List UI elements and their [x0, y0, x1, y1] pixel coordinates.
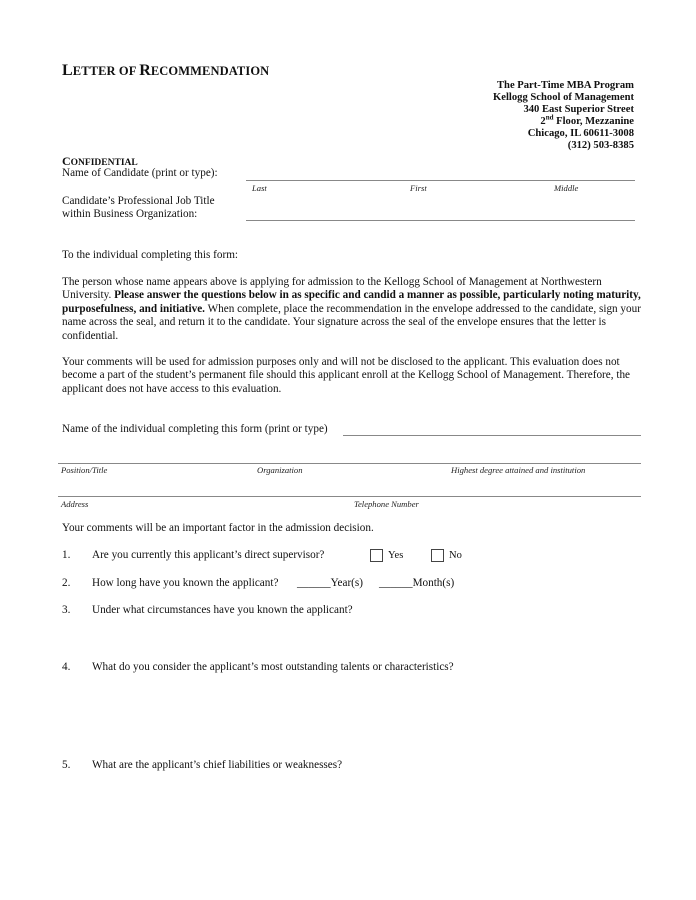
- position-org-degree-field[interactable]: [58, 463, 641, 464]
- street-address: 340 East Superior Street: [523, 104, 634, 116]
- question-1-text: Are you currently this applicant’s direct supervisor?: [92, 549, 325, 561]
- caption-position-title: Position/Title: [61, 465, 108, 475]
- job-title-field[interactable]: [246, 220, 635, 221]
- question-3-number: 3.: [62, 604, 71, 616]
- yes-label: Yes: [388, 550, 404, 561]
- program-name: The Part-Time MBA Program: [496, 80, 634, 91]
- recommender-name-label: Name of the individual completing this form (print or type): [62, 423, 328, 435]
- school-address: [493, 80, 634, 153]
- caption-telephone: Telephone Number: [354, 499, 419, 509]
- instructions-paragraph: The person whose name appears above is applying for admission to the Kellogg School of Management at Northwestern University. Please answer the questions below in as specific and candid a manner as possible, particularly noting maturity, purposefulness, and initiative. When complete, place the recommendation in the envelope addressed to the candidate, sign your name across the seal, and return it to the candidate. Your signature across the seal of the envelope ensures that the letter is confidential.: [62, 276, 641, 342]
- question-3-text: Under what circumstances have you known the applicant?: [92, 604, 353, 616]
- question-4-text: What do you consider the applicant’s most outstanding talents or characteristics?: [92, 661, 454, 673]
- years-field[interactable]: ______Year(s): [297, 577, 363, 589]
- floor: 2nd Floor, Mezzanine: [540, 113, 634, 128]
- question-2-text: How long have you known the applicant?: [92, 577, 279, 589]
- caption-middle: Middle: [554, 183, 579, 193]
- document-title: LETTER OF RECOMMENDATION: [62, 62, 270, 79]
- caption-last: Last: [252, 183, 267, 193]
- job-title-label-line1: Candidate’s Professional Job Title: [62, 195, 215, 207]
- question-5-number: 5.: [62, 759, 71, 771]
- confidentiality-paragraph: Your comments will be used for admission purposes only and will not be disclosed to the applicant. This evaluation does not become a part of the student’s permanent file should this applicant enroll at the Kellogg School of Management. Therefore, the applicant does not have access to this evaluation.: [62, 356, 631, 395]
- address-phone-field[interactable]: [58, 496, 641, 497]
- questions-intro: Your comments will be an important factor in the admission decision.: [62, 522, 374, 534]
- caption-first: First: [410, 183, 427, 193]
- question-2-number: 2.: [62, 577, 71, 589]
- caption-highest-degree: Highest degree attained and institution: [451, 465, 586, 475]
- months-field[interactable]: ______Month(s): [379, 577, 455, 589]
- no-checkbox[interactable]: [431, 549, 444, 562]
- school-name: Kellogg School of Management: [493, 92, 634, 104]
- no-label: No: [449, 550, 462, 561]
- confidential-heading: CONFIDENTIAL: [62, 154, 138, 168]
- caption-address: Address: [61, 499, 89, 509]
- caption-organization: Organization: [257, 465, 303, 475]
- candidate-name-field[interactable]: [246, 180, 635, 181]
- candidate-name-label: Name of Candidate (print or type):: [62, 167, 218, 179]
- phone: (312) 503-8385: [567, 140, 634, 152]
- city-zip: Chicago, IL 60611-3008: [527, 128, 634, 140]
- question-1-number: 1.: [62, 549, 71, 561]
- recommender-name-field[interactable]: [343, 435, 641, 436]
- salutation: To the individual completing this form:: [62, 249, 239, 261]
- yes-checkbox[interactable]: [370, 549, 383, 562]
- question-5-text: What are the applicant’s chief liabilities or weaknesses?: [92, 759, 343, 771]
- question-4-number: 4.: [62, 661, 71, 673]
- job-title-label-line2: within Business Organization:: [62, 208, 198, 220]
